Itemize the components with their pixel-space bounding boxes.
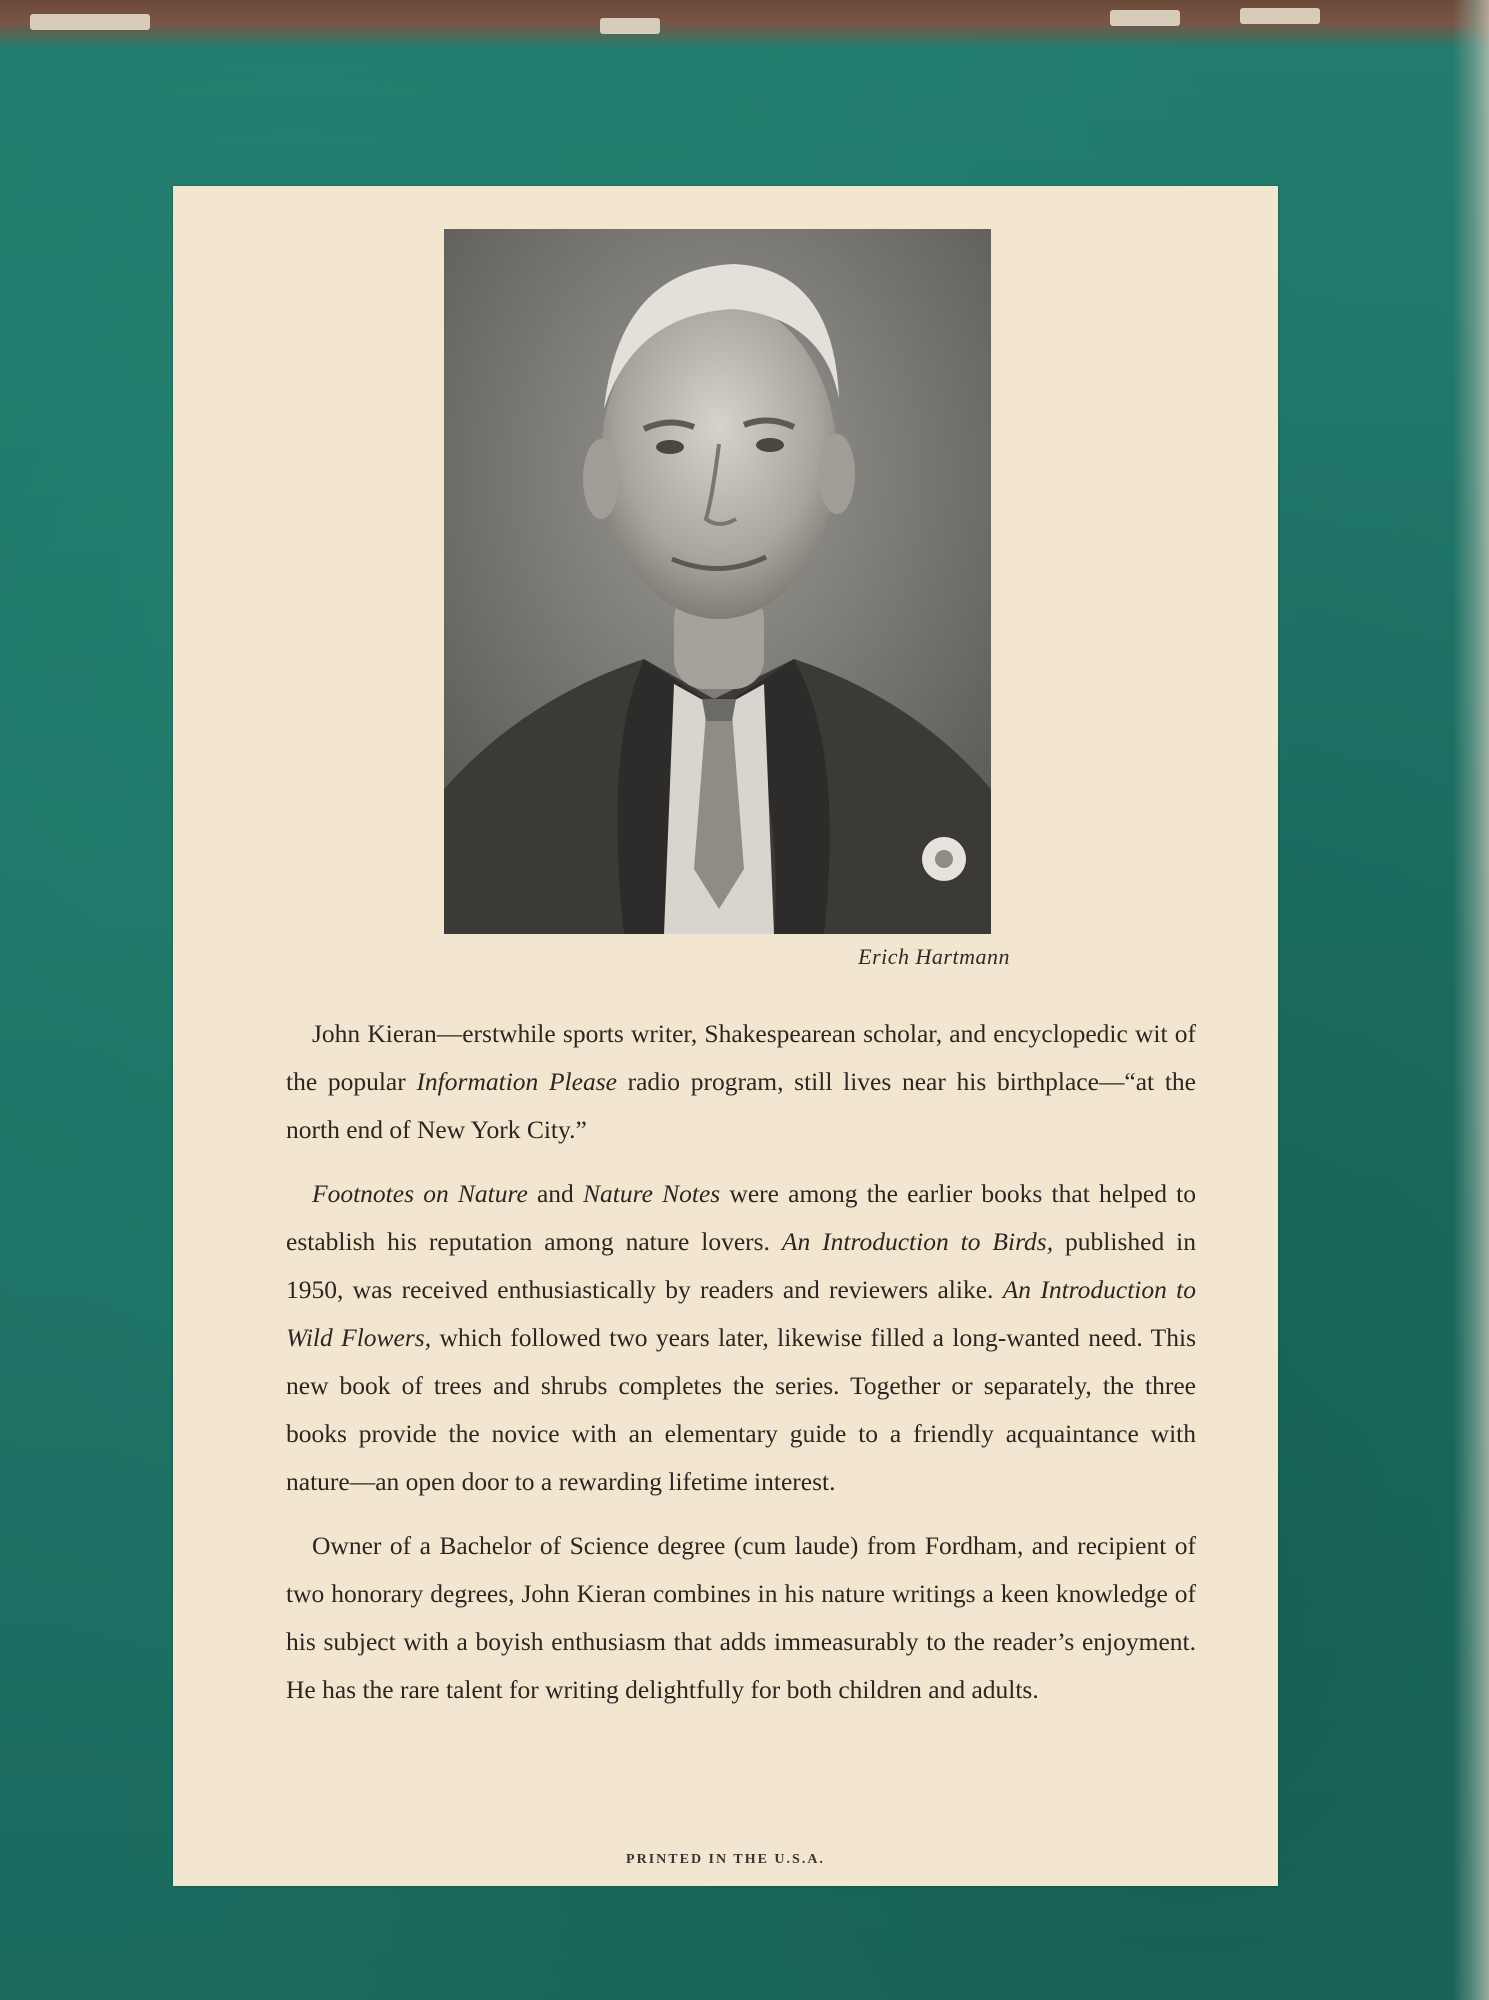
bio-text: radio program, still lives near his birthplace—“at the north end of New York City.” [286, 1067, 1196, 1144]
bio-text: John Kieran—erstwhile sports writer, Shakespearean scholar, and encyclopedic wit of the popular [286, 1019, 1196, 1096]
bio-paragraph-3: Owner of a Bachelor of Science degree (cum laude) from Fordham, and recipient of two honorary degrees, John Kieran combines in his nature writings a keen knowledge of his subject with a boyish enthusiasm that adds immeasurably to the reader’s enjoyment. He has the rare talent for writing delightfully for both children and adults. [286, 1531, 1196, 1704]
bio-text: which followed two years later, likewise filled a long-wanted need. This new book of trees and shrubs completes the series. Together or separately, the three books provide the novice with an elementary guide to a friendly acquaintance with nature—an open door to a rewarding lifetime interest. [286, 1323, 1197, 1496]
torn-paper-fragment [1240, 8, 1320, 24]
bio-italic-title: Information Please [416, 1067, 617, 1096]
bio-italic-title: An Introduction to Birds, [781, 1227, 1054, 1256]
portrait-illustration [444, 229, 991, 934]
bio-paragraph-2 [286, 1170, 1196, 1506]
bio-text: were among the earlier books that helped to establish his reputation among nature lovers. [286, 1179, 1196, 1256]
torn-paper-fragment [30, 14, 150, 30]
torn-paper-fragment [1110, 10, 1180, 26]
bio-paragraph-1 [286, 1010, 1196, 1154]
author-portrait-photo [444, 229, 991, 934]
bio-text: and [527, 1179, 584, 1208]
bio-italic-title: An Introduction to Wild Flowers, [286, 1275, 1197, 1352]
author-biography [286, 1010, 1196, 1730]
worn-right-edge [1453, 0, 1489, 2000]
bio-text: published in 1950, was received enthusiastically by readers and reviewers alike. [286, 1227, 1197, 1304]
photo-credit-caption: Erich Hartmann [858, 944, 1010, 969]
bio-italic-title: Footnotes on Nature [312, 1179, 528, 1208]
bio-italic-title: Nature Notes [583, 1179, 721, 1208]
printed-in-usa-footer: PRINTED IN THE U.S.A. [626, 1852, 825, 1867]
torn-paper-fragment [600, 18, 660, 34]
